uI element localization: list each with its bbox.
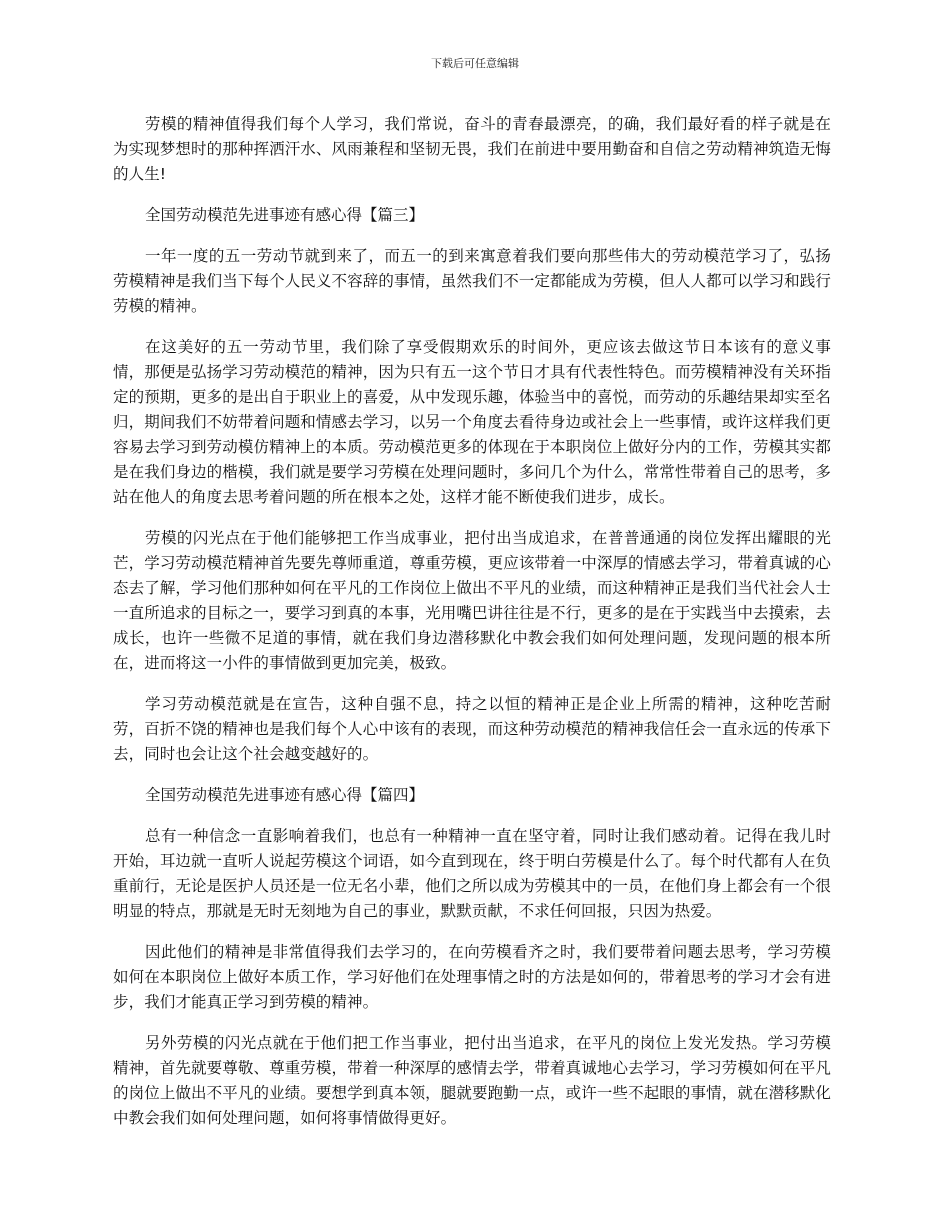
paragraph: 总有一种信念一直影响着我们，也总有一种精神一直在坚守着，同时让我们感动着。记得在我儿时开始，耳边就一直听人说起劳模这个词语，如今直到现在，终于明白劳模是什么了。每个时代都有人在负重前行，无论是医护人员还是一位无名小辈，他们之所以成为劳模其中的一员，在他们身上都会有一个很明显的特点，那就是无时无刻地为自己的事业，默默贡献，不求任何回报，只因为热爱。 (113, 827, 831, 920)
paragraph: 劳模的精神值得我们每个人学习，我们常说，奋斗的青春最漂亮，的确，我们最好看的样子就是在为实现梦想时的那种挥洒汗水、风雨兼程和坚韧无畏，我们在前进中要用勤奋和自信之劳动精神筑造无悔的人生! (113, 115, 831, 183)
document-body (113, 112, 831, 1147)
paragraph: 一年一度的五一劳动节就到来了，而五一的到来寓意着我们要向那些伟大的劳动模范学习了，弘扬劳模精神是我们当下每个人民义不容辞的事情，虽然我们不一定都能成为劳模，但人人都可以学习和践行劳模的精神。 (113, 247, 831, 315)
paragraph: 在这美好的五一劳动节里，我们除了享受假期欢乐的时间外，更应该去做这节日本该有的意义事情，那便是弘扬学习劳动模范的精神，因为只有五一这个节日才具有代表性特色。而劳模精神没有关环指定的预期，更多的是出自于职业上的喜爱，从中发现乐趣，体验当中的喜悦，而劳动的乐趣结果却实至名归，期间我们不妨带着问题和情感去学习，以另一个角度去看待身边或社会上一些事情，或许这样我们更容易去学习到劳动模仿精神上的本质。劳动模范更多的体现在于本职岗位上做好分内的工作，劳模其实都是在我们身边的楷模，我们就是要学习劳模在处理问题时，多问几个为什么，常常性带着自己的思考，多站在他人的角度去思考着问题的所在根本之处，这样才能不断使我们进步，成长。 (113, 338, 831, 506)
section-heading: 全国劳动模范先进事迹有感心得【篇三】 (145, 206, 425, 224)
page-header: 下载后可任意编辑 (431, 57, 519, 70)
paragraph: 劳模的闪光点在于他们能够把工作当成事业，把付出当成追求，在普普通通的岗位发挥出耀眼的光芒，学习劳动模范精神首先要先尊师重道，尊重劳模，更应该带着一中深厚的情感去学习，带着真诚的心态去了解，学习他们那种如何在平凡的工作岗位上做出不平凡的业绩，而这种精神正是我们当代社会人士一直所追求的目标之一，要学习到真的本事，光用嘴巴讲往往是不行，更多的是在于实践当中去摸索，去成长，也许一些微不足道的事情，就在我们身边潜移默化中教会我们如何处理问题，发现问题的根本所在，进而将这一小件的事情做到更加完美，极致。 (113, 529, 831, 672)
section-heading: 全国劳动模范先进事迹有感心得【篇四】 (145, 786, 425, 804)
paragraph: 另外劳模的闪光点就在于他们把工作当事业，把付出当追求，在平凡的岗位上发光发热。学习劳模精神，首先就要尊敬、尊重劳模，带着一种深厚的感情去学，带着真诚地心去学习，学习劳模如何在平凡的岗位上做出不平凡的业绩。要想学到真本领，腿就要跑勤一点，或许一些不起眼的事情，就在潜移默化中教会我们如何处理问题，如何将事情做得更好。 (113, 1034, 831, 1127)
paragraph: 学习劳动模范就是在宣告，这种自强不息，持之以恒的精神正是企业上所需的精神，这种吃苦耐劳，百折不饶的精神也是我们每个人心中该有的表现，而这种劳动模范的精神我信任会一直永远的传承下去，同时也会让这个社会越变越好的。 (113, 695, 831, 763)
paragraph: 因此他们的精神是非常值得我们去学习的，在向劳模看齐之时，我们要带着问题去思考，学习劳模如何在本职岗位上做好本质工作，学习好他们在处理事情之时的方法是如何的，带着思考的学习才会有进步，我们才能真正学习到劳模的精神。 (113, 943, 831, 1011)
